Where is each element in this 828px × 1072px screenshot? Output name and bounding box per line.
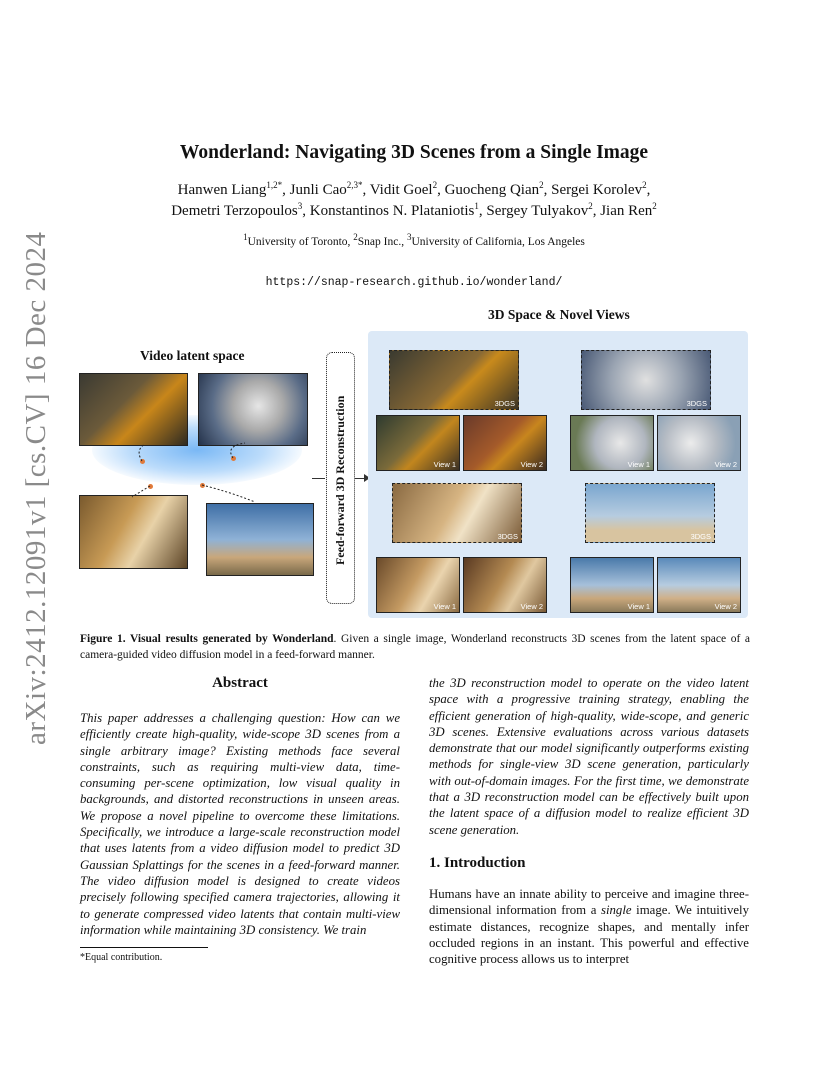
view-2-owl: View 2 [657, 415, 741, 471]
abstract-heading: Abstract [212, 675, 268, 691]
project-url[interactable]: https://snap-research.github.io/wonderland/ [265, 276, 563, 289]
affiliations: $^1$University of Toronto, $^2$Snap Inc., $^3$University of California, Los Angeles [243, 232, 585, 248]
paper-title: Wonderland: Navigating 3D Scenes from a Single Image [179, 142, 649, 163]
figure-right-label: 3D Space & Novel Views [488, 307, 630, 322]
3d-box-teddy: 3DGS [392, 483, 522, 543]
authors-line-2: Demetri Terzopoulos$^3$, Konstantinos N. Plataniotis$^1$, Sergey Tulyakov$^2$, Jian Ren$^2$ [171, 201, 657, 219]
view-2-teddy: View 2 [463, 557, 547, 613]
footnote: *Equal contribution. [80, 952, 163, 963]
3d-box-owl: 3DGS [581, 350, 711, 410]
3d-box-creature: 3DGS [389, 350, 519, 410]
figure-left-label: Video latent space [140, 348, 245, 363]
authors-line-1: Hanwen Liang$^{1,2*}$, Junli Cao$^{2,3*}$, Vidit Goel$^2$, Guocheng Qian$^2$, Sergei Korolev$^2$, [177, 180, 651, 198]
abstract-text: This paper addresses a challenging question: How can we efficiently create high-quality, wide-scope 3D scenes from a single arbitrary image? Existing methods face several constraints, such as requiring multi-view data, time-consuming per-scene optimization, low visual quality in backgrounds, and distorted reconstructions in unseen areas. We propose a novel pipeline to overcome these limitations. Specifically, we introduce a large-scale reconstruction model that uses latents from a video diffusion model to predict 3D Gaussian Splattings for the scenes in a feed-forward manner. The video diffusion model is designed to create videos precisely following specified camera trajectories, allowing it to generate compressed video latents that contain multi-view information while maintaining 3D consistency. We train [80, 711, 400, 937]
arrow-to-recon [312, 478, 325, 479]
latent-connector-lines [120, 440, 280, 510]
input-image-building [206, 503, 314, 576]
intro-heading: 1. Introduction [429, 855, 526, 871]
abstract-continued: the 3D reconstruction model to operate on the video latent space with a progressive training strategy, enabling the efficient generation of high-quality, wide-scope, and generic 3D scenes. Extensive evaluations across various datasets demonstrate that our model significantly outperforms existing methods for single-view 3D scene generation, particularly with out-of-domain images. For the first time, we demonstrate that a 3D reconstruction model can be effectively built upon the latent space of a diffusion model to realize efficient 3D scene generation. [429, 676, 749, 837]
view-1-teddy: View 1 [376, 557, 460, 613]
reconstruction-label: Feed-forward 3D Reconstruction [333, 395, 347, 565]
view-1-building: View 1 [570, 557, 654, 613]
view-2-building: View 2 [657, 557, 741, 613]
input-image-creature [79, 373, 188, 446]
footnote-divider [80, 947, 208, 948]
intro-text: Humans have an innate ability to perceive and imagine three-dimensional information from a single image. We intuitively estimate distances, recognize shapes, and mentally infer occluded regions in an instant. This powerful and effective cognitive process allows us to interpret [429, 887, 749, 967]
view-1-owl: View 1 [570, 415, 654, 471]
view-2-creature: View 2 [463, 415, 547, 471]
figure-caption: Figure 1. Visual results generated by Wonderland. Given a single image, Wonderland reconstructs 3D scenes from the latent space of a camera-guided video diffusion model in a feed-forward manner. [80, 633, 750, 661]
input-image-owl [198, 373, 308, 446]
view-1-creature: View 1 [376, 415, 460, 471]
3d-box-building: 3DGS [585, 483, 715, 543]
arxiv-identifier: arXiv:2412.12091v1 [cs.CV] 16 Dec 2024 [20, 231, 52, 745]
